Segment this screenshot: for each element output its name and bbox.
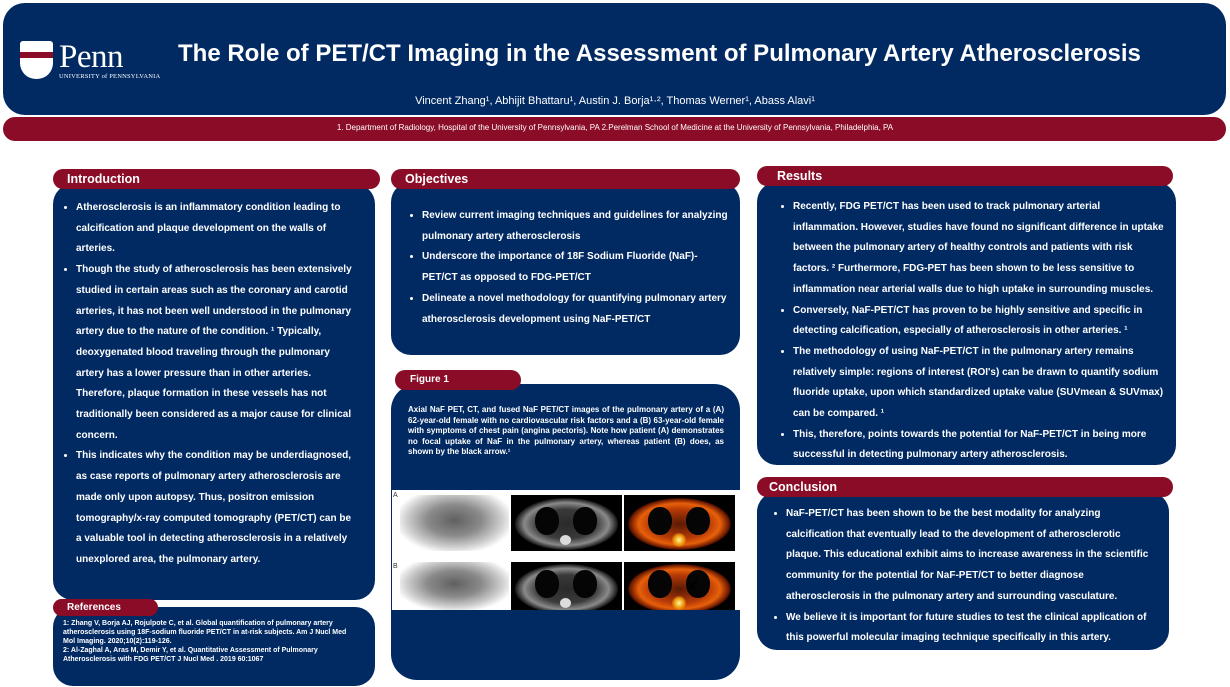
results-text <box>775 197 1165 466</box>
list-item: • This indicates why the condition may be underdiagnosed, as case reports of pulmonary artery atherosclerosis are made only upon autopsy. Thus, positron emission tomography/x-ray computed tomography (PET/CT) can be a valuable tool in detecting atherosclerosis in a relatively unexplored area, the pulmonary artery. <box>76 446 358 570</box>
list-item: • Underscore the importance of 18F Sodium Fluoride (NaF)-PET/CT as opposed to FDG-PET/CT <box>422 247 729 288</box>
conclusion-text <box>768 504 1158 649</box>
row-label-a: A <box>393 492 398 499</box>
logo-subtitle: UNIVERSITY of PENNSYLVANIA <box>59 73 161 80</box>
ct-image-b <box>511 562 622 610</box>
list-item: • Delineate a novel methodology for quantifying pulmonary artery atherosclerosis development using NaF-PET/CT <box>422 289 729 330</box>
reference-item: 2: Al-Zaghal A, Aras M, Demir Y, et al. Quantitative Assessment of Pulmonary Atherosclerosis with FDG PET/CT J Nucl Med . 2019 60:1067 <box>63 647 318 663</box>
pet-image-a <box>400 495 509 551</box>
list-item: • Though the study of atherosclerosis has been extensively studied in certain areas such as the coronary and carotid arteries, it has not been well understood in the pulmonary artery due to the nature of the condition. ¹ Typically, deoxygenated blood traveling through the pulmonary artery has a lower pressure than in other arteries. Therefore, plaque formation in these vessels has not traditionally been considered as a major cause for clinical concern. <box>76 260 358 446</box>
list-item: • Conversely, NaF-PET/CT has proven to be highly sensitive and specific in detecting calcification, especially of atherosclerosis in other arteries. ¹ <box>793 301 1165 342</box>
figure-heading: Figure 1 <box>395 370 521 390</box>
affiliations: 1. Department of Radiology, Hospital of the University of Pennsylvania, PA 2.Perelman School of Medicine at the University of Pennsylvania, Philadelphia, PA <box>336 123 894 132</box>
list-item: • We believe it is important for future studies to test the clinical application of this powerful molecular imaging technique specifically in this artery. <box>786 608 1158 649</box>
conclusion-heading: Conclusion <box>757 477 1173 497</box>
references-text <box>63 619 348 664</box>
arrow-icon <box>686 578 700 592</box>
ct-image-a <box>511 495 622 551</box>
fused-image-a <box>624 495 735 551</box>
list-item: • This, therefore, points towards the potential for NaF-PET/CT in being more successful in detecting pulmonary artery atherosclerosis. <box>793 425 1165 466</box>
row-label-b: B <box>393 563 398 570</box>
list-item: • Review current imaging techniques and guidelines for analyzing pulmonary artery atherosclerosis <box>422 206 729 247</box>
penn-logo <box>20 39 161 83</box>
objectives-heading: Objectives <box>391 169 740 189</box>
references-heading: References <box>53 599 158 616</box>
list-item: • Recently, FDG PET/CT has been used to track pulmonary arterial inflammation. However, studies have found no significant difference in uptake between the pulmonary artery of healthy controls and patients with risk factors. ² Furthermore, FDG-PET has been shown to be less sensitive to inflammation near arterial walls due to high uptake in surrounding muscles. <box>793 197 1165 301</box>
fused-image-b <box>624 562 735 610</box>
poster-title: The Role of PET/CT Imaging in the Assessment of Pulmonary Artery Atherosclerosis <box>178 40 1141 67</box>
logo-wordmark: Penn <box>59 39 123 75</box>
reference-item: 1: Zhang V, Borja AJ, Rojulpote C, et al. Global quantification of pulmonary artery atherosclerosis using 18F-sodium fluoride PET/CT in at-risk subjects. Am J Nucl Med Mol Imaging. 2020;10(2):119-126. <box>63 620 347 645</box>
introduction-text <box>58 198 358 571</box>
list-item: • NaF-PET/CT has been shown to be the best modality for analyzing calcification that eventually lead to the development of atherosclerotic plaque. This educational exhibit aims to increase awareness in the scientific community for the potential for NaF-PET/CT to better diagnose atherosclerosis in the pulmonary artery and surrounding vasculature. <box>786 504 1158 608</box>
author-list: Vincent Zhang¹, Abhijit Bhattaru¹, Austin J. Borja¹·², Thomas Werner¹, Abass Alavi¹ <box>415 95 815 107</box>
penn-shield-icon <box>20 41 53 79</box>
objectives-text <box>404 206 729 330</box>
pet-ct-figure <box>392 490 740 610</box>
list-item: • The methodology of using NaF-PET/CT in the pulmonary artery remains relatively simple: regions of interest (ROI's) can be drawn to quantify sodium fluoride uptake, upon which standardized uptake value (SUVmean & SUVmax) can be compared. ¹ <box>793 342 1165 425</box>
figure-caption: Axial NaF PET, CT, and fused NaF PET/CT images of the pulmonary artery of a (A) 62-year-old female with no cardiovascular risk factors and a (B) 63-year-old female with symptoms of chest pain (angina pectoris). Note how patient (A) demonstrates no focal uptake of NaF in the pulmonary artery, whereas patient (B) does, as shown by the black arrow.¹ <box>408 405 724 456</box>
results-heading: Results <box>757 166 1173 186</box>
pet-image-b <box>400 562 509 610</box>
list-item: • Atherosclerosis is an inflammatory condition leading to calcification and plaque development on the walls of arteries. <box>76 198 358 260</box>
introduction-heading: Introduction <box>53 169 380 189</box>
